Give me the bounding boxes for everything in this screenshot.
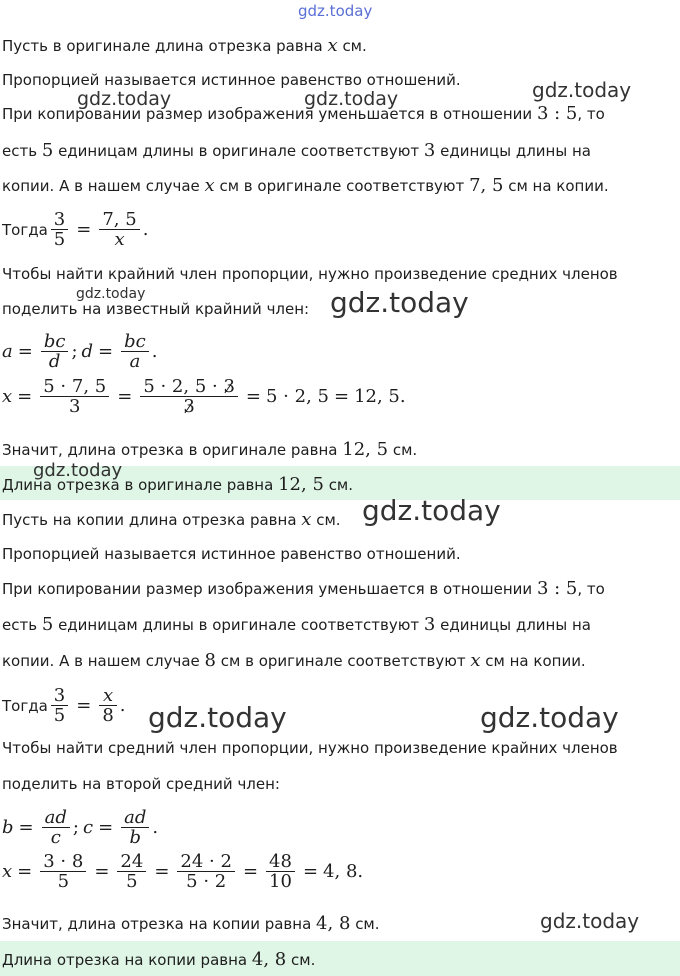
part1-line-3: При копировании размер изображения уменьшается в отношении 3 : 5, то xyxy=(2,103,605,124)
part2-rule-2: поделить на второй средний член: xyxy=(2,775,280,793)
part1-proportion: Тогда $\frac{3}{5}$ = $\frac{7, 5}{x}$ . xyxy=(2,209,149,250)
part2-line-4: есть 5 единицам длины в оригинале соответствуют 3 единицы длины на xyxy=(2,614,591,635)
part1-answer: Длина отрезка в оригинале равна 12, 5 см. xyxy=(2,474,354,495)
watermark: gdz.today xyxy=(77,88,172,110)
part2-formula: b = $\frac{ad}{c}$ ; c = $\frac{ad}{b}$ . xyxy=(2,807,159,848)
part2-conclusion: Значит, длина отрезка на копии равна 4, 8 см. xyxy=(2,913,380,934)
part1-conclusion: Значит, длина отрезка в оригинале равна 12, 5 см. xyxy=(2,439,418,460)
watermark: gdz.today xyxy=(148,701,287,734)
watermark: gdz.today xyxy=(532,78,632,102)
part2-line-3: При копировании размер изображения уменьшается в отношении 3 : 5, то xyxy=(2,578,605,599)
watermark: gdz.today xyxy=(304,88,399,110)
part2-calculation: x = $\frac{3 \cdot 8}{5}$ = $\frac{24}{5}$ = $\frac{24 \cdot 2}{5 \cdot 2}$ = $\frac{48}{10}$ = 4, 8. xyxy=(2,851,364,892)
part1-calculation: x = $\frac{5 \cdot 7, 5}{3}$ = $\frac{5 \cdot 2, 5 \cdot 3}{3}$ = 5 · 2, 5 = 12, 5. xyxy=(2,376,406,417)
part2-line-2: Пропорцией называется истинное равенство отношений. xyxy=(2,545,461,563)
part1-line-2: Пропорцией называется истинное равенство отношений. xyxy=(2,71,461,89)
watermark: gdz.today xyxy=(480,701,619,734)
watermark: gdz.today xyxy=(76,286,146,302)
part1-line-4: есть 5 единицам длины в оригинале соответствуют 3 единицы длины на xyxy=(2,140,591,161)
part2-proportion: Тогда $\frac{3}{5}$ = $\frac{x}{8}$ . xyxy=(2,685,126,726)
watermark: gdz.today xyxy=(330,286,469,319)
part1-line-5: копии. А в нашем случае x см в оригинале соответствуют 7, 5 см на копии. xyxy=(2,175,609,196)
part1-rule-1: Чтобы найти крайний член пропорции, нужно произведение средних членов xyxy=(2,265,618,283)
watermark: gdz.today xyxy=(33,460,123,481)
watermark: gdz.today xyxy=(298,2,373,20)
part1-formula: a = $\frac{bc}{d}$ ; d = $\frac{bc}{a}$ . xyxy=(2,331,158,372)
part1-rule-2: поделить на известный крайний член: xyxy=(2,300,310,318)
watermark: gdz.today xyxy=(362,494,501,527)
part2-line-1: Пусть на копии длина отрезка равна x см. xyxy=(2,509,341,530)
part2-answer: Длина отрезка на копии равна 4, 8 см. xyxy=(2,949,316,970)
part2-line-5: копии. А в нашем случае 8 см в оригинале соответствуют x см на копии. xyxy=(2,650,586,671)
part1-line-1: Пусть в оригинале длина отрезка равна x см. xyxy=(2,35,367,56)
watermark: gdz.today xyxy=(540,909,640,933)
part2-rule-1: Чтобы найти средний член пропорции, нужно произведение крайних членов xyxy=(2,739,618,757)
